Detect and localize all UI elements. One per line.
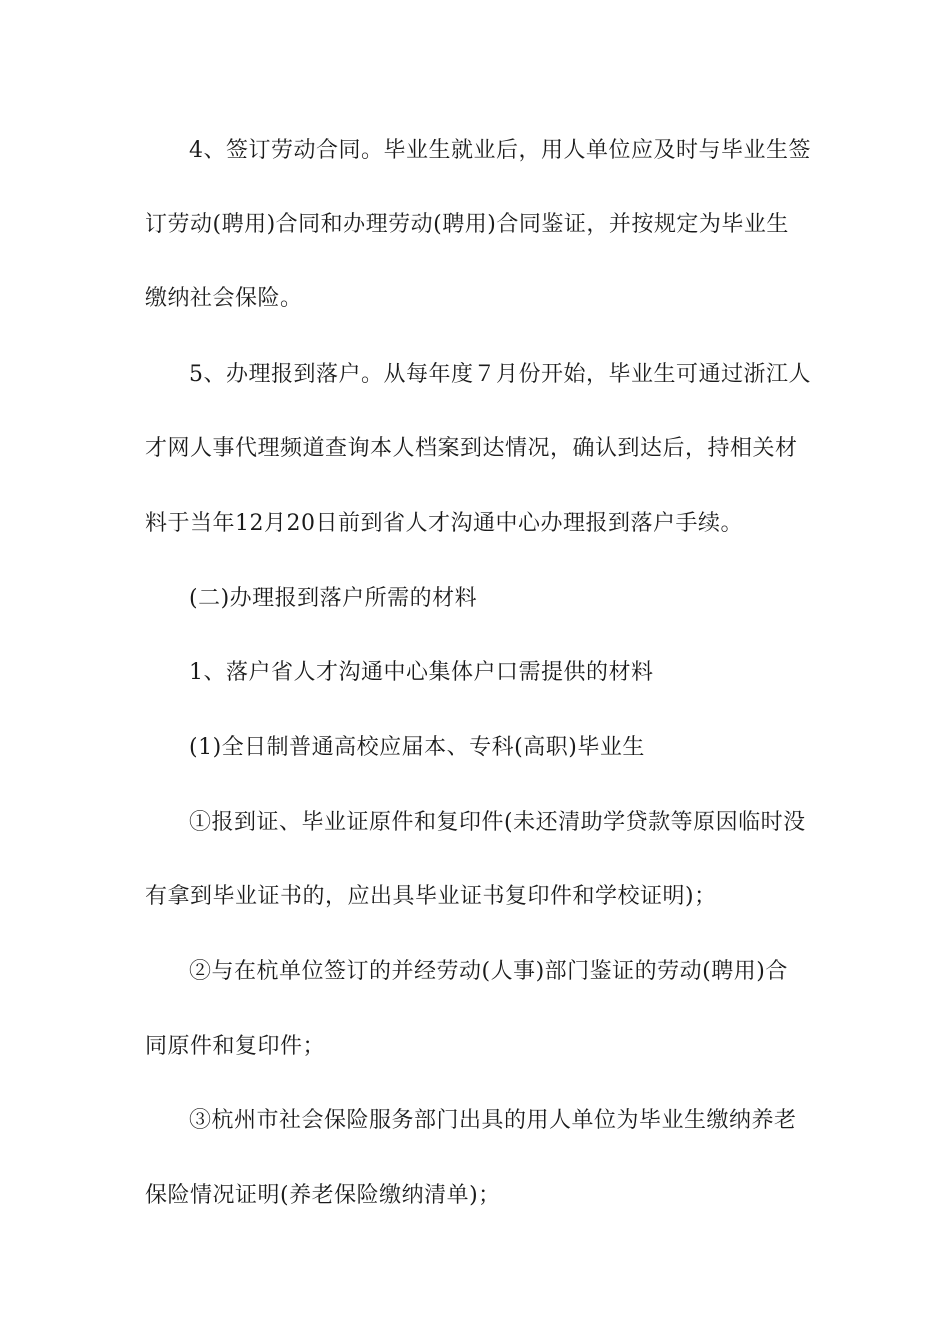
paragraph-line: 缴纳社会保险。	[145, 286, 303, 311]
section-heading: (二)办理报到落户所需的材料	[189, 586, 478, 611]
list-item-line: ③杭州市社会保险服务部门出具的用人单位为毕业生缴纳养老	[189, 1108, 797, 1133]
subsection-heading: (1)全日制普通高校应届本、专科(高职)毕业生	[189, 735, 645, 760]
list-item-line: 同原件和复印件；	[145, 1034, 326, 1059]
list-item-line: ①报到证、毕业证原件和复印件(未还清助学贷款等原因临时没	[189, 810, 806, 835]
subsection-heading: 1、落户省人才沟通中心集体户口需提供的材料	[189, 660, 654, 685]
paragraph-line: 才网人事代理频道查询本人档案到达情况，确认到达后，持相关材	[145, 436, 798, 461]
paragraph-line: 5、办理报到落户。从每年度７月份开始，毕业生可通过浙江人	[189, 362, 811, 387]
paragraph-line: 料于当年12月20日前到省人才沟通中心办理报到落户手续。	[145, 511, 743, 536]
list-item-line: 保险情况证明(养老保险缴纳清单)；	[145, 1183, 501, 1208]
list-item-line: ②与在杭单位签订的并经劳动(人事)部门鉴证的劳动(聘用)合	[189, 959, 788, 984]
paragraph-line: 4、签订劳动合同。毕业生就业后，用人单位应及时与毕业生签	[189, 138, 811, 163]
list-item-line: 有拿到毕业证书的，应出具毕业证书复印件和学校证明)；	[145, 884, 717, 909]
paragraph-line: 订劳动(聘用)合同和办理劳动(聘用)合同鉴证，并按规定为毕业生	[145, 212, 789, 237]
